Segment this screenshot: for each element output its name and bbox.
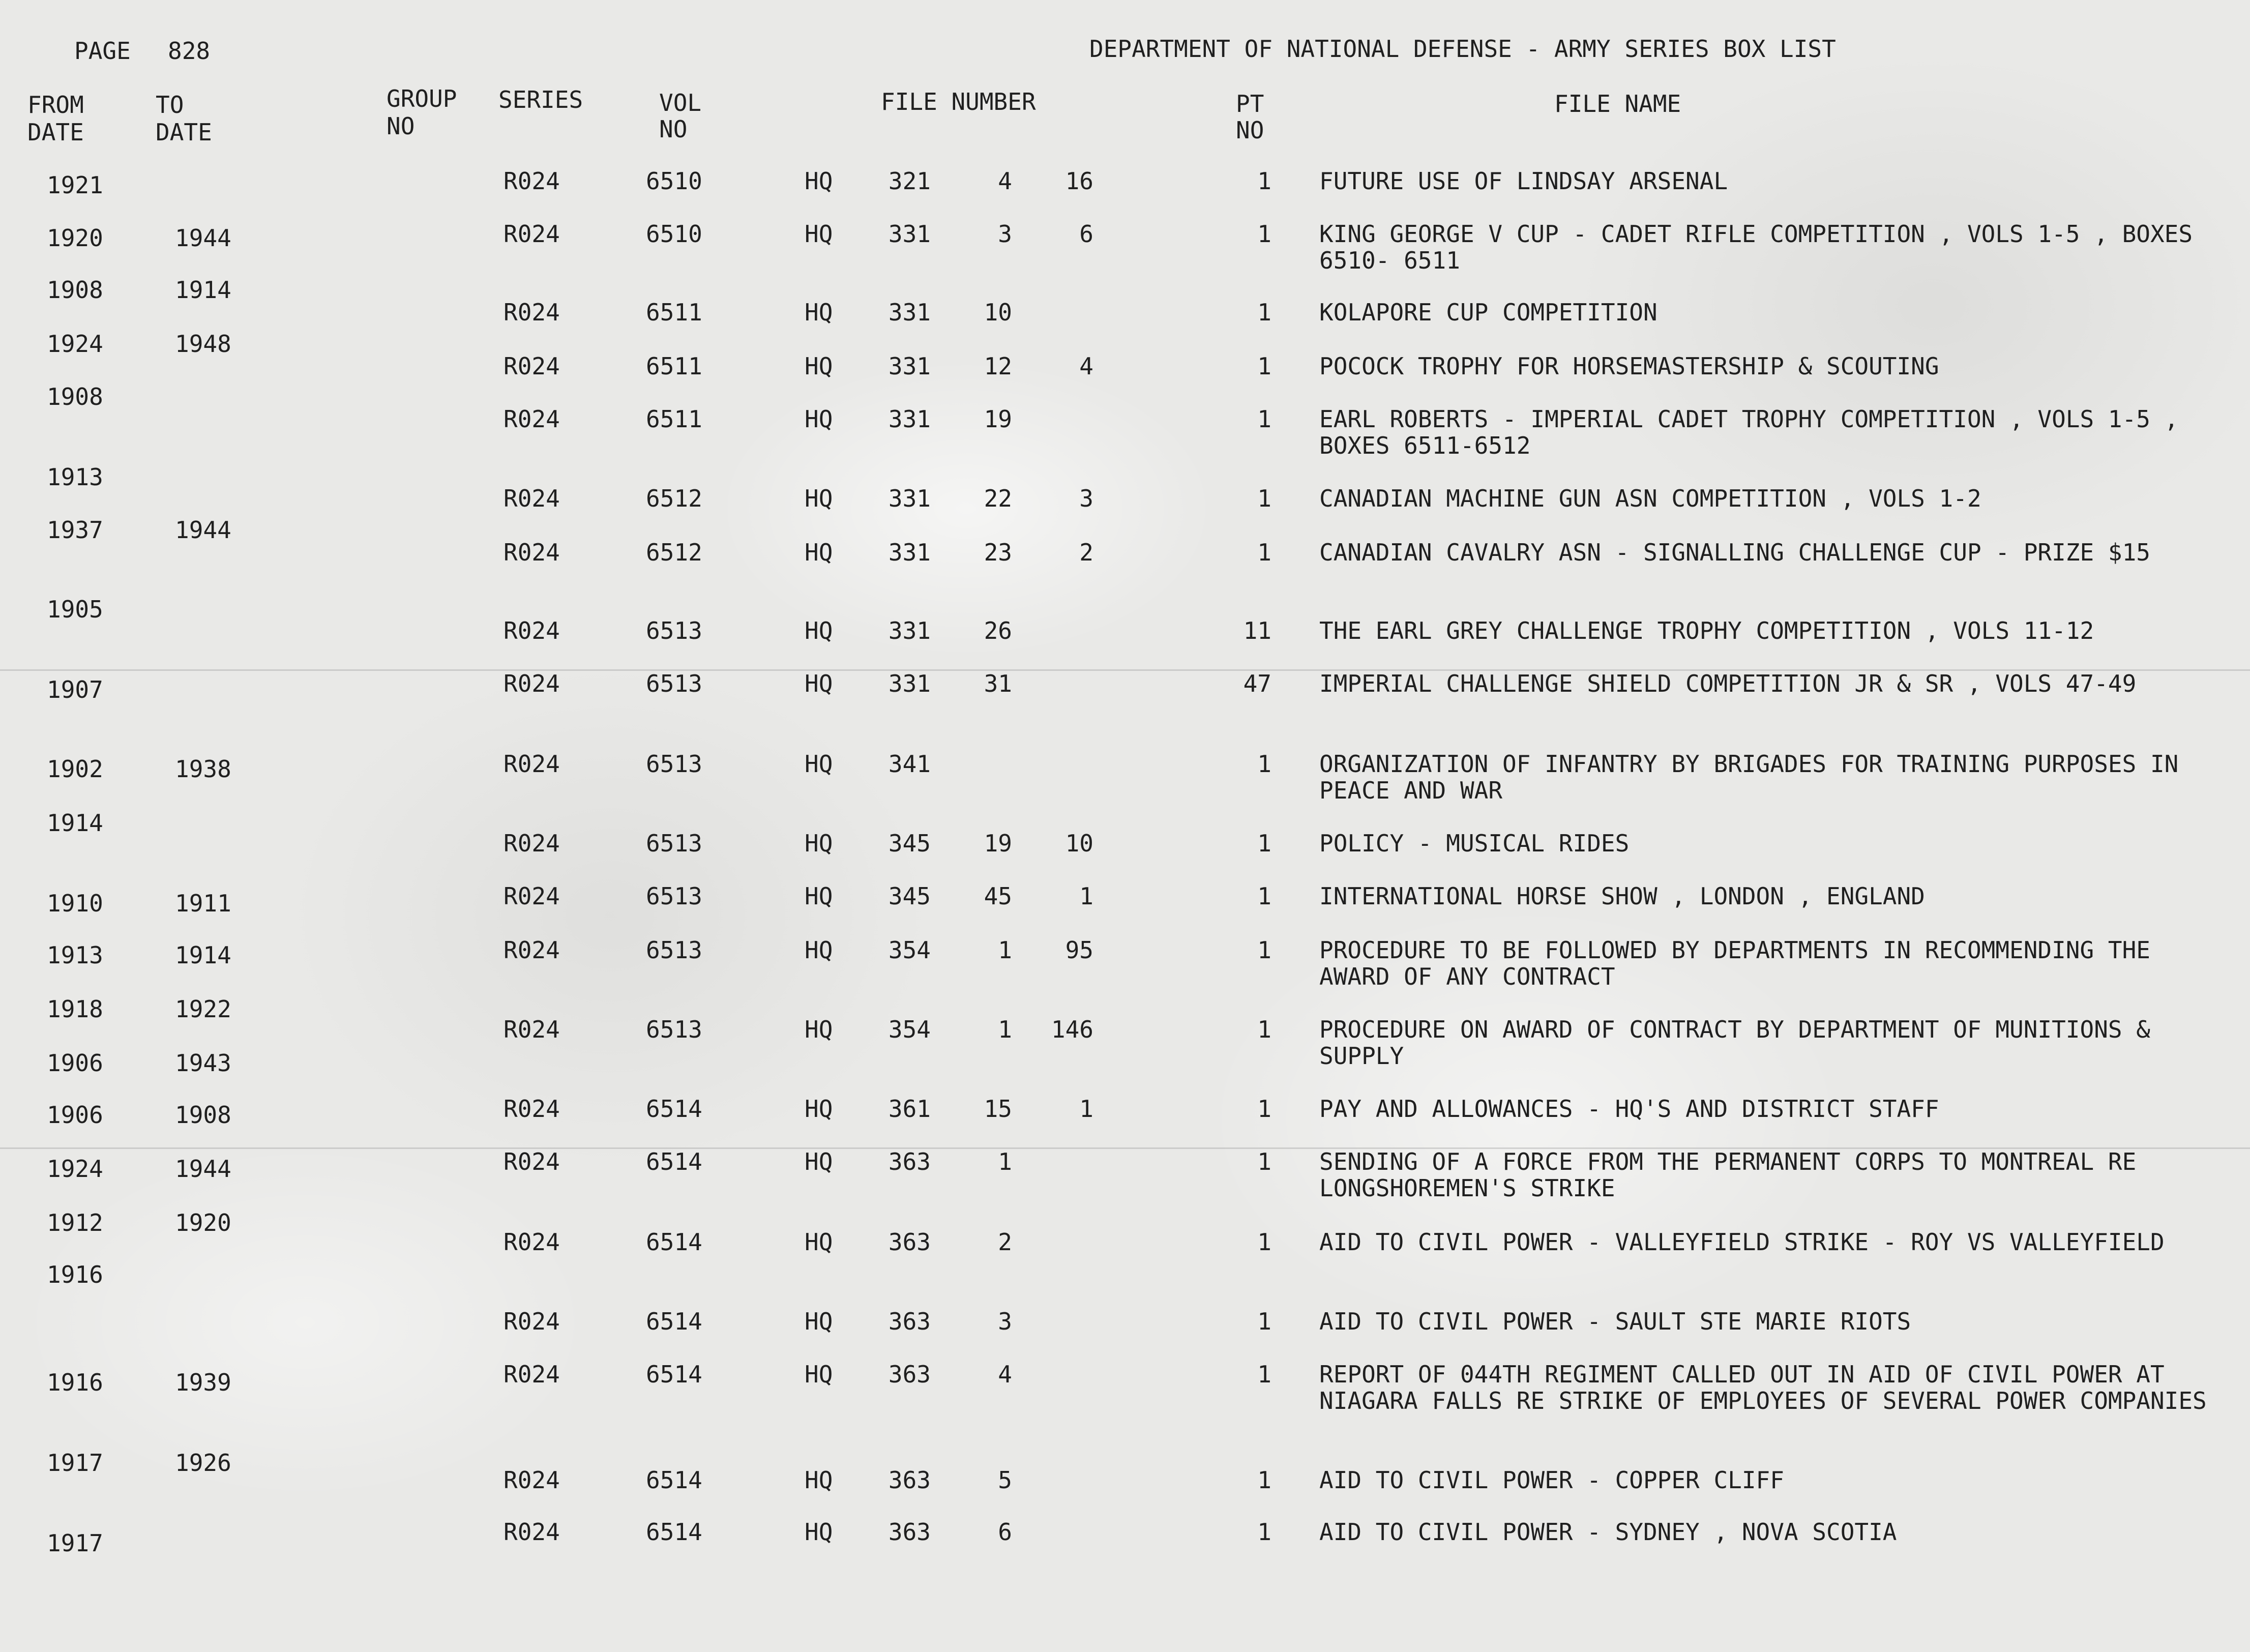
hq-cell: HQ — [805, 1148, 833, 1175]
file-number-2: 2 — [998, 1228, 1012, 1256]
vol-cell: 6514 — [646, 1361, 702, 1388]
hq-cell: HQ — [805, 1308, 833, 1335]
series-cell: R024 — [504, 220, 560, 248]
to-date: 1948 — [175, 330, 231, 358]
file-name-cell: AID TO CIVIL POWER - SYDNEY , NOVA SCOTIA — [1319, 1518, 1897, 1546]
series-cell: R024 — [504, 167, 560, 195]
file-number-1: 331 — [888, 539, 931, 566]
file-number-3: 2 — [1079, 539, 1093, 566]
hq-cell: HQ — [805, 882, 833, 910]
file-number-1: 331 — [888, 220, 931, 248]
series-cell: R024 — [504, 352, 560, 380]
pt-cell: 1 — [1257, 830, 1271, 857]
file-number-3: 16 — [1065, 167, 1093, 195]
page-label: PAGE — [74, 37, 131, 65]
vol-cell: 6510 — [646, 220, 702, 248]
from-date: 1908 — [47, 276, 103, 304]
series-cell: R024 — [504, 405, 560, 433]
from-date: 1902 — [47, 755, 103, 783]
file-number-1: 354 — [888, 1016, 931, 1043]
from-date: 1912 — [47, 1209, 103, 1236]
file-name-cell: PAY AND ALLOWANCES - HQ'S AND DISTRICT STAFF — [1319, 1095, 1939, 1123]
file-number-1: 361 — [888, 1095, 931, 1123]
file-number-1: 363 — [888, 1148, 931, 1175]
col-file-name: FILE NAME — [1554, 90, 1681, 117]
to-date: 1944 — [175, 1155, 231, 1183]
file-number-2: 19 — [984, 405, 1012, 433]
file-name-cell: INTERNATIONAL HORSE SHOW , LONDON , ENGLAND — [1319, 882, 1925, 910]
series-cell: R024 — [504, 617, 560, 644]
from-date: 1905 — [47, 596, 103, 623]
to-date: 1944 — [175, 224, 231, 252]
vol-cell: 6512 — [646, 485, 702, 512]
vol-cell: 6511 — [646, 405, 702, 433]
col-group-no-line2: NO — [387, 112, 415, 140]
file-number-2: 4 — [998, 1361, 1012, 1388]
vol-cell: 6513 — [646, 882, 702, 910]
file-number-1: 354 — [888, 936, 931, 964]
file-number-1: 345 — [888, 882, 931, 910]
file-number-2: 15 — [984, 1095, 1012, 1123]
series-cell: R024 — [504, 1228, 560, 1256]
vol-cell: 6510 — [646, 167, 702, 195]
file-name-cell: PROCEDURE ON AWARD OF CONTRACT BY DEPARTMENT OF MUNITIONS & SUPPLY — [1319, 1016, 2150, 1070]
pt-cell: 1 — [1257, 1016, 1271, 1043]
from-date: 1907 — [47, 676, 103, 703]
hq-cell: HQ — [805, 1095, 833, 1123]
file-name-cell: KOLAPORE CUP COMPETITION — [1319, 299, 1657, 326]
file-number-2: 1 — [998, 936, 1012, 964]
series-cell: R024 — [504, 539, 560, 566]
hq-cell: HQ — [805, 167, 833, 195]
file-number-1: 363 — [888, 1466, 931, 1494]
file-number-1: 345 — [888, 830, 931, 857]
hq-cell: HQ — [805, 1228, 833, 1256]
from-date: 1917 — [47, 1529, 103, 1557]
file-number-1: 363 — [888, 1518, 931, 1546]
file-number-2: 1 — [998, 1148, 1012, 1175]
file-name-cell: CANADIAN CAVALRY ASN - SIGNALLING CHALLENGE CUP - PRIZE $15 — [1319, 539, 2150, 566]
hq-cell: HQ — [805, 299, 833, 326]
hq-cell: HQ — [805, 220, 833, 248]
to-date: 1911 — [175, 890, 231, 917]
col-vol-no-line1: VOL — [659, 89, 702, 116]
series-cell: R024 — [504, 750, 560, 778]
file-number-3: 6 — [1079, 220, 1093, 248]
file-name-cell: CANADIAN MACHINE GUN ASN COMPETITION , VOLS 1-2 — [1319, 485, 1981, 512]
file-number-1: 341 — [888, 750, 931, 778]
file-number-2: 19 — [984, 830, 1012, 857]
from-date: 1914 — [47, 809, 103, 837]
vol-cell: 6513 — [646, 750, 702, 778]
vol-cell: 6513 — [646, 670, 702, 697]
file-name-cell: POLICY - MUSICAL RIDES — [1319, 830, 1630, 857]
from-date: 1910 — [47, 890, 103, 917]
hq-cell: HQ — [805, 617, 833, 644]
from-date: 1908 — [47, 383, 103, 410]
file-number-1: 363 — [888, 1361, 931, 1388]
file-number-3: 95 — [1065, 936, 1093, 964]
hq-cell: HQ — [805, 485, 833, 512]
file-name-cell: POCOCK TROPHY FOR HORSEMASTERSHIP & SCOUTING — [1319, 352, 1939, 380]
pt-cell: 47 — [1243, 670, 1271, 697]
pt-cell: 1 — [1257, 485, 1271, 512]
to-date: 1939 — [175, 1369, 231, 1396]
hq-cell: HQ — [805, 830, 833, 857]
from-date: 1913 — [47, 941, 103, 969]
from-date: 1937 — [47, 516, 103, 544]
from-date: 1924 — [47, 1155, 103, 1183]
file-number-2: 10 — [984, 299, 1012, 326]
page-number: 828 — [168, 37, 211, 65]
file-name-cell: EARL ROBERTS - IMPERIAL CADET TROPHY COMPETITION , VOLS 1-5 , BOXES 6511-6512 — [1319, 405, 2179, 459]
file-name-cell: KING GEORGE V CUP - CADET RIFLE COMPETITION , VOLS 1-5 , BOXES 6510- 6511 — [1319, 220, 2193, 274]
file-number-2: 1 — [998, 1016, 1012, 1043]
file-number-2: 12 — [984, 352, 1012, 380]
file-number-2: 22 — [984, 485, 1012, 512]
series-cell: R024 — [504, 1148, 560, 1175]
file-number-3: 10 — [1065, 830, 1093, 857]
file-name-cell: FUTURE USE OF LINDSAY ARSENAL — [1319, 167, 1728, 195]
file-number-3: 1 — [1079, 1095, 1093, 1123]
series-cell: R024 — [504, 670, 560, 697]
pt-cell: 1 — [1257, 352, 1271, 380]
file-number-2: 5 — [998, 1466, 1012, 1494]
vol-cell: 6513 — [646, 830, 702, 857]
file-number-3: 1 — [1079, 882, 1093, 910]
file-name-cell: AID TO CIVIL POWER - SAULT STE MARIE RIOTS — [1319, 1308, 1911, 1335]
file-name-cell: SENDING OF A FORCE FROM THE PERMANENT CORPS TO MONTREAL RE LONGSHOREMEN'S STRIKE — [1319, 1148, 2137, 1202]
series-cell: R024 — [504, 882, 560, 910]
file-number-2: 3 — [998, 220, 1012, 248]
file-name-cell: REPORT OF 044TH REGIMENT CALLED OUT IN AID OF CIVIL POWER AT NIAGARA FALLS RE STRIKE OF EMPLOYEES OF SEVERAL POWER COMPANIES — [1319, 1361, 2207, 1414]
file-number-2: 3 — [998, 1308, 1012, 1335]
pt-cell: 1 — [1257, 1466, 1271, 1494]
col-to-date-line1: TO — [156, 91, 184, 119]
pt-cell: 11 — [1243, 617, 1271, 644]
from-date: 1917 — [47, 1449, 103, 1477]
vol-cell: 6514 — [646, 1518, 702, 1546]
file-name-cell: PROCEDURE TO BE FOLLOWED BY DEPARTMENTS IN RECOMMENDING THE AWARD OF ANY CONTRACT — [1319, 936, 2150, 990]
series-cell: R024 — [504, 830, 560, 857]
hq-cell: HQ — [805, 352, 833, 380]
pt-cell: 1 — [1257, 299, 1271, 326]
vol-cell: 6514 — [646, 1308, 702, 1335]
series-cell: R024 — [504, 936, 560, 964]
pt-cell: 1 — [1257, 539, 1271, 566]
vol-cell: 6513 — [646, 936, 702, 964]
file-number-1: 331 — [888, 299, 931, 326]
series-cell: R024 — [504, 1466, 560, 1494]
series-cell: R024 — [504, 1308, 560, 1335]
file-number-2: 4 — [998, 167, 1012, 195]
file-number-3: 4 — [1079, 352, 1093, 380]
from-date: 1921 — [47, 171, 103, 199]
hq-cell: HQ — [805, 936, 833, 964]
to-date: 1914 — [175, 276, 231, 304]
series-cell: R024 — [504, 1016, 560, 1043]
vol-cell: 6512 — [646, 539, 702, 566]
pt-cell: 1 — [1257, 1228, 1271, 1256]
vol-cell: 6511 — [646, 299, 702, 326]
file-number-2: 26 — [984, 617, 1012, 644]
vol-cell: 6511 — [646, 352, 702, 380]
col-from-date-line2: DATE — [27, 119, 84, 146]
file-number-1: 363 — [888, 1228, 931, 1256]
pt-cell: 1 — [1257, 936, 1271, 964]
to-date: 1944 — [175, 516, 231, 544]
file-number-1: 331 — [888, 485, 931, 512]
pt-cell: 1 — [1257, 220, 1271, 248]
hq-cell: HQ — [805, 1016, 833, 1043]
from-date: 1920 — [47, 224, 103, 252]
vol-cell: 6514 — [646, 1148, 702, 1175]
from-date: 1913 — [47, 463, 103, 491]
col-from-date-line1: FROM — [27, 91, 84, 119]
file-name-cell: ORGANIZATION OF INFANTRY BY BRIGADES FOR TRAINING PURPOSES IN PEACE AND WAR — [1319, 750, 2179, 804]
from-date: 1906 — [47, 1101, 103, 1129]
to-date: 1922 — [175, 995, 231, 1023]
col-series: SERIES — [498, 86, 583, 113]
from-date: 1916 — [47, 1369, 103, 1396]
file-name-cell: IMPERIAL CHALLENGE SHIELD COMPETITION JR & SR , VOLS 47-49 — [1319, 670, 2137, 697]
file-number-1: 331 — [888, 617, 931, 644]
file-number-2: 23 — [984, 539, 1012, 566]
file-number-3: 146 — [1051, 1016, 1093, 1043]
vol-cell: 6513 — [646, 1016, 702, 1043]
series-cell: R024 — [504, 485, 560, 512]
to-date: 1920 — [175, 1209, 231, 1236]
pt-cell: 1 — [1257, 405, 1271, 433]
col-pt-no-line2: NO — [1236, 116, 1264, 144]
pt-cell: 1 — [1257, 167, 1271, 195]
file-number-1: 331 — [888, 670, 931, 697]
file-number-1: 331 — [888, 405, 931, 433]
col-pt-no-line1: PT — [1236, 90, 1264, 117]
col-file-number: FILE NUMBER — [881, 88, 1036, 115]
to-date: 1938 — [175, 755, 231, 783]
file-number-2: 6 — [998, 1518, 1012, 1546]
series-cell: R024 — [504, 1361, 560, 1388]
series-cell: R024 — [504, 1095, 560, 1123]
pt-cell: 1 — [1257, 1308, 1271, 1335]
hq-cell: HQ — [805, 750, 833, 778]
col-group-no-line1: GROUP — [387, 85, 457, 112]
vol-cell: 6514 — [646, 1466, 702, 1494]
file-number-1: 363 — [888, 1308, 931, 1335]
pt-cell: 1 — [1257, 882, 1271, 910]
col-to-date-line2: DATE — [156, 119, 212, 146]
to-date: 1926 — [175, 1449, 231, 1477]
to-date: 1943 — [175, 1049, 231, 1077]
hq-cell: HQ — [805, 1518, 833, 1546]
file-name-cell: AID TO CIVIL POWER - VALLEYFIELD STRIKE - ROY VS VALLEYFIELD — [1319, 1228, 2165, 1256]
vol-cell: 6514 — [646, 1228, 702, 1256]
hq-cell: HQ — [805, 539, 833, 566]
hq-cell: HQ — [805, 405, 833, 433]
col-vol-no-line2: NO — [659, 115, 688, 143]
file-number-2: 31 — [984, 670, 1012, 697]
file-name-cell: AID TO CIVIL POWER - COPPER CLIFF — [1319, 1466, 1784, 1494]
vol-cell: 6513 — [646, 617, 702, 644]
to-date: 1908 — [175, 1101, 231, 1129]
file-number-2: 45 — [984, 882, 1012, 910]
pt-cell: 1 — [1257, 1518, 1271, 1546]
from-date: 1916 — [47, 1261, 103, 1288]
series-cell: R024 — [504, 1518, 560, 1546]
file-name-cell: THE EARL GREY CHALLENGE TROPHY COMPETITION , VOLS 11-12 — [1319, 617, 2094, 644]
from-date: 1906 — [47, 1049, 103, 1077]
hq-cell: HQ — [805, 670, 833, 697]
from-date: 1918 — [47, 995, 103, 1023]
page-title: DEPARTMENT OF NATIONAL DEFENSE - ARMY SERIES BOX LIST — [1089, 35, 1836, 63]
pt-cell: 1 — [1257, 750, 1271, 778]
to-date: 1914 — [175, 941, 231, 969]
pt-cell: 1 — [1257, 1095, 1271, 1123]
file-number-3: 3 — [1079, 485, 1093, 512]
from-date: 1924 — [47, 330, 103, 358]
hq-cell: HQ — [805, 1361, 833, 1388]
pt-cell: 1 — [1257, 1361, 1271, 1388]
vol-cell: 6514 — [646, 1095, 702, 1123]
series-cell: R024 — [504, 299, 560, 326]
file-number-1: 331 — [888, 352, 931, 380]
file-number-1: 321 — [888, 167, 931, 195]
hq-cell: HQ — [805, 1466, 833, 1494]
pt-cell: 1 — [1257, 1148, 1271, 1175]
